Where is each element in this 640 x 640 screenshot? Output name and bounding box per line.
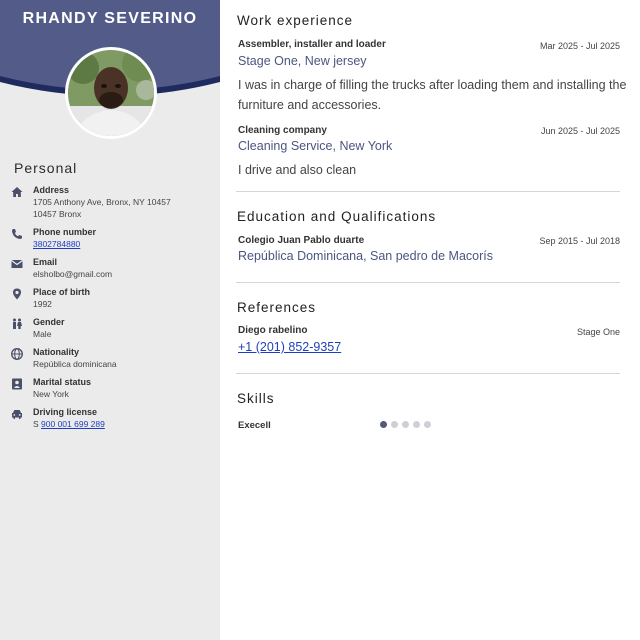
education-entry-title: Colegio Juan Pablo duarte (238, 235, 365, 246)
personal-section-title: Personal (14, 160, 78, 176)
work-section-title: Work experience (237, 13, 354, 28)
info-label: Address (33, 185, 70, 195)
info-place-of-birth (10, 286, 215, 316)
info-driving-license (10, 406, 215, 436)
phone-link[interactable]: 3802784880 (33, 239, 81, 249)
reference-name: Diego rabelino (238, 325, 308, 336)
work-entry-description: I drive and also clean (238, 163, 357, 177)
person-name: RHANDY SEVERINO (22, 10, 198, 27)
work-entry-title: Cleaning company (238, 125, 327, 136)
work-entry-title: Assembler, installer and loader (238, 39, 386, 50)
license-prefix: S (33, 419, 42, 429)
email-icon (10, 257, 24, 271)
work-entry-company: Cleaning Service, New York (238, 139, 393, 153)
reference-company: Stage One (576, 327, 620, 337)
reference-phone-link[interactable]: +1 (201) 852-9357 (238, 340, 342, 354)
info-value: 1992 (33, 299, 52, 309)
skill-level-dots (380, 421, 431, 428)
skill-dot-empty (413, 421, 420, 428)
skill-name: Execell (238, 420, 271, 431)
info-value: Male (33, 329, 52, 339)
license-link[interactable]: 900 001 699 289 (41, 419, 105, 429)
avatar (65, 47, 157, 139)
info-label: Nationality (33, 347, 80, 357)
info-email (10, 256, 215, 286)
phone-icon (10, 227, 24, 241)
education-section-title: Education and Qualifications (237, 209, 437, 224)
info-label: Gender (33, 317, 65, 327)
info-value: elsholbo@gmail.com (33, 269, 113, 279)
home-icon (10, 185, 24, 199)
skill-dot-empty (391, 421, 398, 428)
education-entry-place: República Dominicana, San pedro de Macorís (238, 249, 493, 263)
location-pin-icon (10, 287, 24, 301)
info-value: 10457 Bronx (33, 209, 82, 219)
info-value (33, 238, 215, 250)
work-entry-company: Stage One, New jersey (238, 54, 367, 68)
info-value: República dominicana (33, 359, 117, 369)
sidebar (0, 0, 220, 640)
main-content (220, 0, 640, 640)
info-phone (10, 226, 215, 256)
work-entry-description: I was in charge of filling the trucks after loading them and installing the furniture and accessories. (238, 78, 627, 112)
info-label: Email (33, 257, 58, 267)
section-divider (236, 282, 620, 283)
references-section-title: References (237, 300, 317, 315)
info-value: New York (33, 389, 69, 399)
info-label: Place of birth (33, 287, 91, 297)
globe-icon (10, 347, 24, 361)
info-value (33, 418, 215, 430)
work-entry-date: Jun 2025 - Jul 2025 (540, 126, 620, 136)
gender-icon (10, 317, 24, 331)
info-label: Phone number (33, 227, 97, 237)
skills-section-title: Skills (237, 391, 275, 406)
skill-dot-empty (402, 421, 409, 428)
section-divider (236, 191, 620, 192)
section-divider (236, 373, 620, 374)
info-marital-status (10, 376, 215, 406)
personal-info-list (10, 184, 215, 436)
skill-dot-empty (424, 421, 431, 428)
info-gender (10, 316, 215, 346)
skill-dot-filled (380, 421, 387, 428)
car-icon (10, 407, 24, 421)
info-label: Driving license (33, 407, 98, 417)
info-label: Marital status (33, 377, 92, 387)
id-card-icon (10, 377, 24, 391)
info-nationality (10, 346, 215, 376)
education-entry-date: Sep 2015 - Jul 2018 (539, 236, 620, 246)
info-address (10, 184, 215, 226)
work-entry-date: Mar 2025 - Jul 2025 (539, 41, 620, 51)
info-value: 1705 Anthony Ave, Bronx, NY 10457 (33, 197, 171, 207)
